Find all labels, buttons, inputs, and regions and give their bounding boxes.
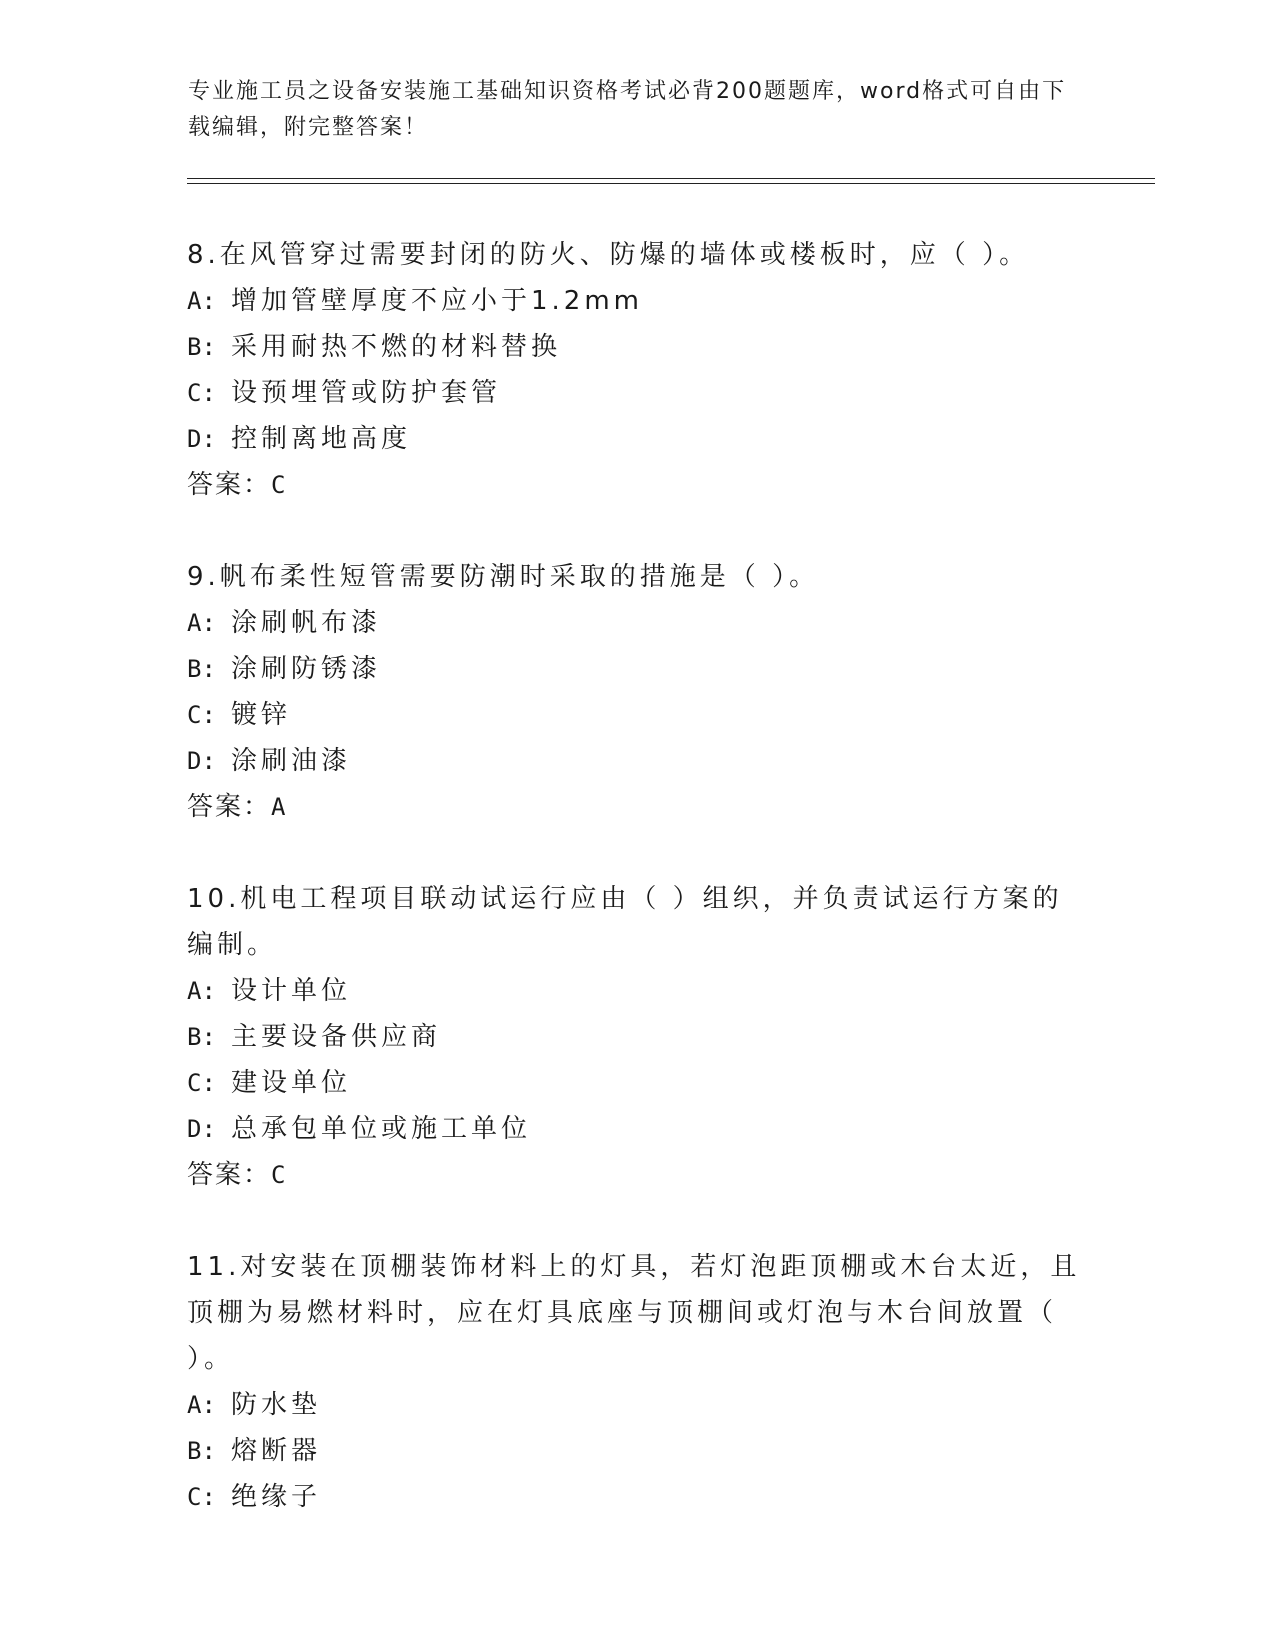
question-item xyxy=(187,232,1087,508)
answer-value: C xyxy=(271,471,288,499)
option-key: A: xyxy=(187,1391,216,1419)
option-a xyxy=(187,600,1087,646)
option-d xyxy=(187,1106,1087,1152)
question-text: 10.机电工程项目联动试运行应由（ ）组织，并负责试运行方案的编制。 xyxy=(187,884,1063,960)
option-text: 采用耐热不燃的材料替换 xyxy=(231,332,562,362)
option-c xyxy=(187,1474,1087,1520)
option-c xyxy=(187,692,1087,738)
header-double-rule xyxy=(187,178,1155,184)
answer-label: 答案： xyxy=(187,792,272,822)
option-text: 增加管壁厚度不应小于1.2mm xyxy=(231,286,644,316)
option-text: 控制离地高度 xyxy=(231,424,412,454)
option-text: 设计单位 xyxy=(231,976,352,1006)
option-b xyxy=(187,646,1087,692)
option-key: B: xyxy=(187,655,216,683)
option-key: D: xyxy=(187,425,216,453)
option-text: 设预埋管或防护套管 xyxy=(231,378,502,408)
answer-line xyxy=(187,1152,1087,1198)
option-b xyxy=(187,324,1087,370)
answer-label: 答案： xyxy=(187,470,272,500)
option-text: 建设单位 xyxy=(231,1068,352,1098)
option-text: 防水垫 xyxy=(231,1390,322,1420)
option-key: C: xyxy=(187,701,216,729)
option-key: B: xyxy=(187,1437,216,1465)
option-key: C: xyxy=(187,379,216,407)
option-text: 总承包单位或施工单位 xyxy=(231,1114,532,1144)
option-d xyxy=(187,416,1087,462)
option-b xyxy=(187,1014,1087,1060)
option-key: C: xyxy=(187,1069,216,1097)
answer-value: A xyxy=(271,793,288,821)
option-key: D: xyxy=(187,1115,216,1143)
option-text: 主要设备供应商 xyxy=(231,1022,442,1052)
option-key: A: xyxy=(187,287,216,315)
question-item xyxy=(187,554,1087,830)
option-a xyxy=(187,968,1087,1014)
question-item xyxy=(187,1244,1087,1520)
option-key: D: xyxy=(187,747,216,775)
option-key: B: xyxy=(187,333,216,361)
option-text: 涂刷油漆 xyxy=(231,746,352,776)
question-item xyxy=(187,876,1087,1198)
option-text: 涂刷防锈漆 xyxy=(231,654,382,684)
answer-line xyxy=(187,462,1087,508)
document-header-title: 专业施工员之设备安装施工基础知识资格考试必背200题题库，word格式可自由下载编辑，附完整答案！ xyxy=(188,79,1067,140)
option-a xyxy=(187,278,1087,324)
option-d xyxy=(187,738,1087,784)
option-key: C: xyxy=(187,1483,216,1511)
question-list xyxy=(187,232,1087,1566)
option-text: 绝缘子 xyxy=(231,1482,322,1512)
answer-value: C xyxy=(271,1161,288,1189)
answer-label: 答案： xyxy=(187,1160,272,1190)
option-key: A: xyxy=(187,609,216,637)
option-text: 镀锌 xyxy=(231,700,292,730)
option-text: 熔断器 xyxy=(231,1436,322,1466)
question-text: 11.对安装在顶棚装饰材料上的灯具，若灯泡距顶棚或木台太近，且顶棚为易燃材料时，应在灯具底座与顶棚间或灯泡与木台间放置（ ）。 xyxy=(187,1252,1081,1374)
option-text: 涂刷帆布漆 xyxy=(231,608,382,638)
answer-line xyxy=(187,784,1087,830)
option-key: B: xyxy=(187,1023,216,1051)
option-a xyxy=(187,1382,1087,1428)
option-c xyxy=(187,1060,1087,1106)
option-key: A: xyxy=(187,977,216,1005)
option-b xyxy=(187,1428,1087,1474)
question-text: 9.帆布柔性短管需要防潮时采取的措施是（ ）。 xyxy=(187,562,820,592)
question-text: 8.在风管穿过需要封闭的防火、防爆的墙体或楼板时，应（ ）。 xyxy=(187,240,1030,270)
option-c xyxy=(187,370,1087,416)
